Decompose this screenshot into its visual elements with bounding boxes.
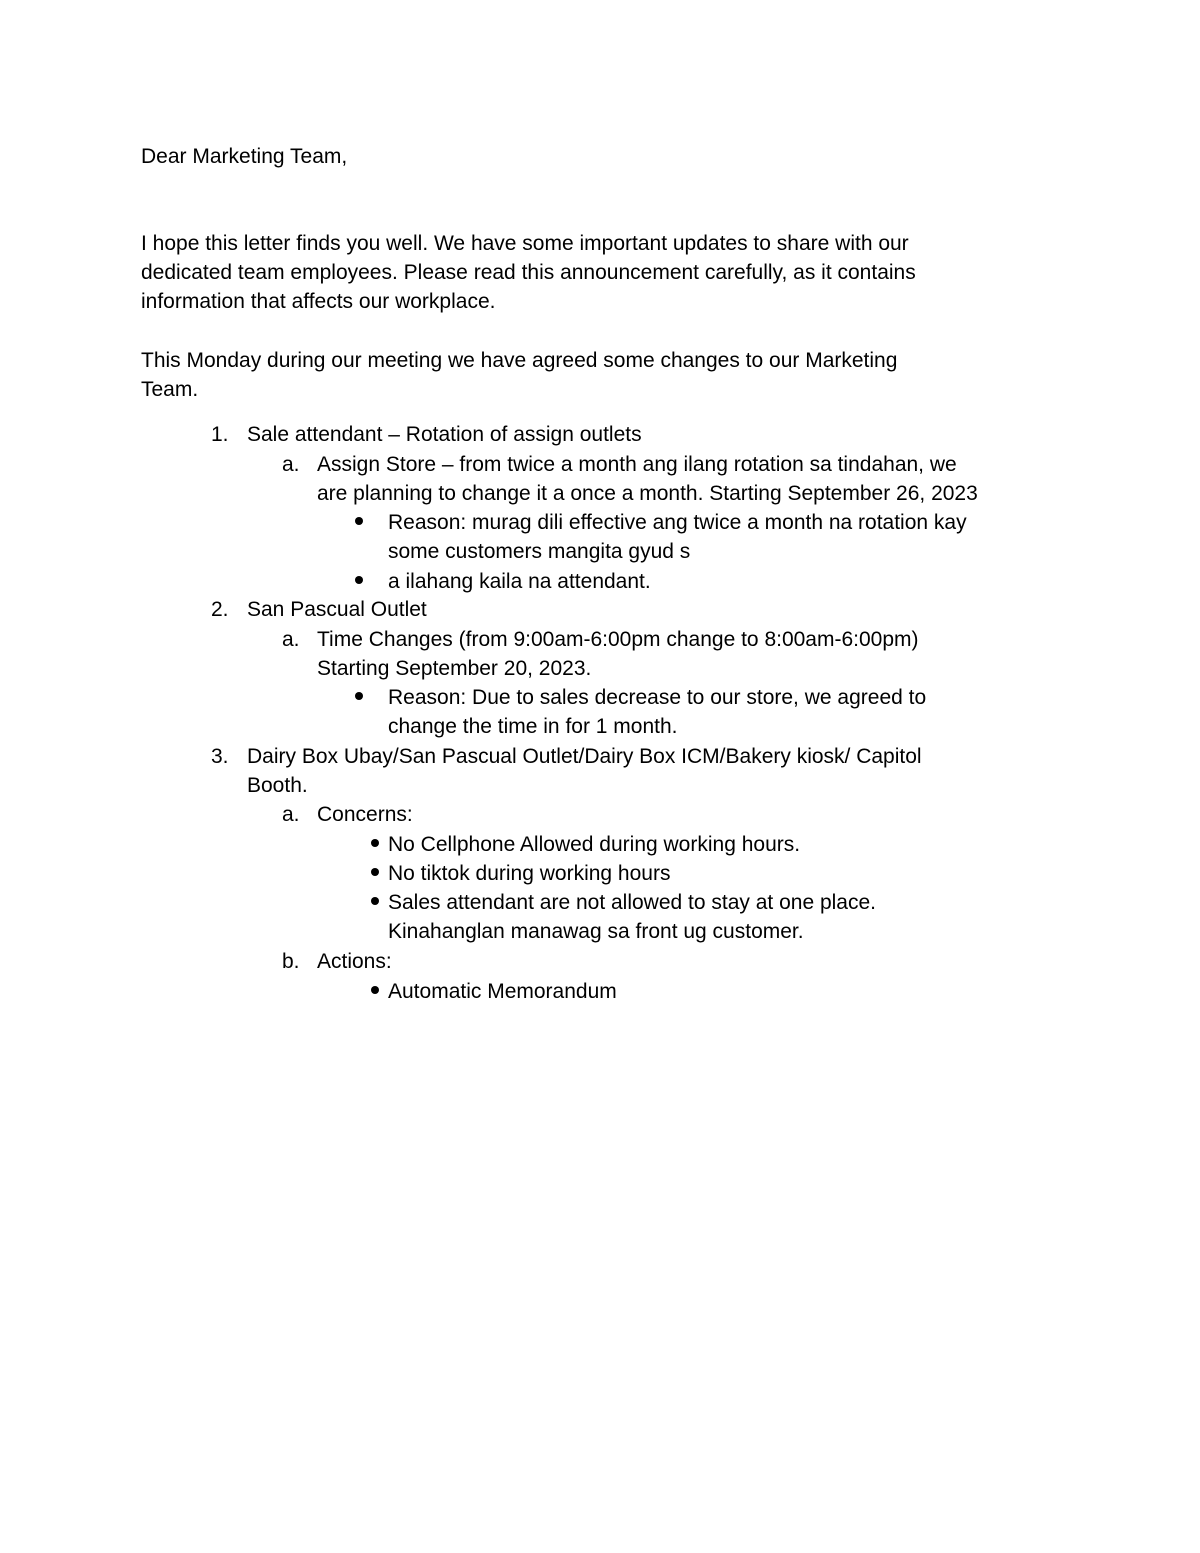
list-item-title: Dairy Box Ubay/San Pascual Outlet/Dairy Box ICM/Bakery kiosk/ Capitol (247, 745, 922, 768)
sublist-text: Starting September 20, 2023. (317, 657, 592, 680)
sublist-text: Assign Store – from twice a month ang ilang rotation sa tindahan, we (317, 453, 957, 476)
context-line: Team. (141, 378, 199, 401)
bullet-text: Reason: murag dili effective ang twice a month na rotation kay (388, 511, 967, 534)
bullet-text: a ilahang kaila na attendant. (388, 570, 651, 593)
sublist-text: Actions: (317, 950, 392, 973)
context-line: This Monday during our meeting we have agreed some changes to our Marketing (141, 349, 898, 372)
sublist-text: Concerns: (317, 803, 413, 826)
salutation: Dear Marketing Team, (141, 145, 348, 168)
sublist-letter: a. (282, 803, 300, 826)
sublist-letter: a. (282, 628, 300, 651)
sublist-letter: a. (282, 453, 300, 476)
sublist-text: Time Changes (from 9:00am-6:00pm change to 8:00am-6:00pm) (317, 628, 919, 651)
list-number: 1. (211, 423, 229, 446)
bullet-text: Automatic Memorandum (388, 980, 617, 1003)
list-item-title: Sale attendant – Rotation of assign outlets (247, 423, 642, 446)
list-item-title: Booth. (247, 774, 308, 797)
list-number: 2. (211, 598, 229, 621)
bullet-dot-icon (371, 839, 379, 847)
bullet-dot-icon (355, 517, 363, 525)
bullet-text: Kinahanglan manawag sa front ug customer. (388, 920, 804, 943)
bullet-text: Sales attendant are not allowed to stay at one place. (388, 891, 876, 914)
intro-line: I hope this letter finds you well. We have some important updates to share with our (141, 232, 909, 255)
bullet-text: No tiktok during working hours (388, 862, 671, 885)
intro-line: information that affects our workplace. (141, 290, 496, 313)
bullet-dot-icon (371, 897, 379, 905)
intro-line: dedicated team employees. Please read this announcement carefully, as it contains (141, 261, 916, 284)
bullet-dot-icon (371, 986, 379, 994)
bullet-text: Reason: Due to sales decrease to our store, we agreed to (388, 686, 927, 709)
sublist-text: are planning to change it a once a month. Starting September 26, 2023 (317, 482, 978, 505)
list-number: 3. (211, 745, 229, 768)
sublist-letter: b. (282, 950, 300, 973)
bullet-text: No Cellphone Allowed during working hours. (388, 833, 801, 856)
list-item-title: San Pascual Outlet (247, 598, 427, 621)
bullet-dot-icon (355, 692, 363, 700)
bullet-dot-icon (371, 868, 379, 876)
bullet-dot-icon (355, 576, 363, 584)
bullet-text: some customers mangita gyud s (388, 540, 691, 563)
bullet-text: change the time in for 1 month. (388, 715, 678, 738)
